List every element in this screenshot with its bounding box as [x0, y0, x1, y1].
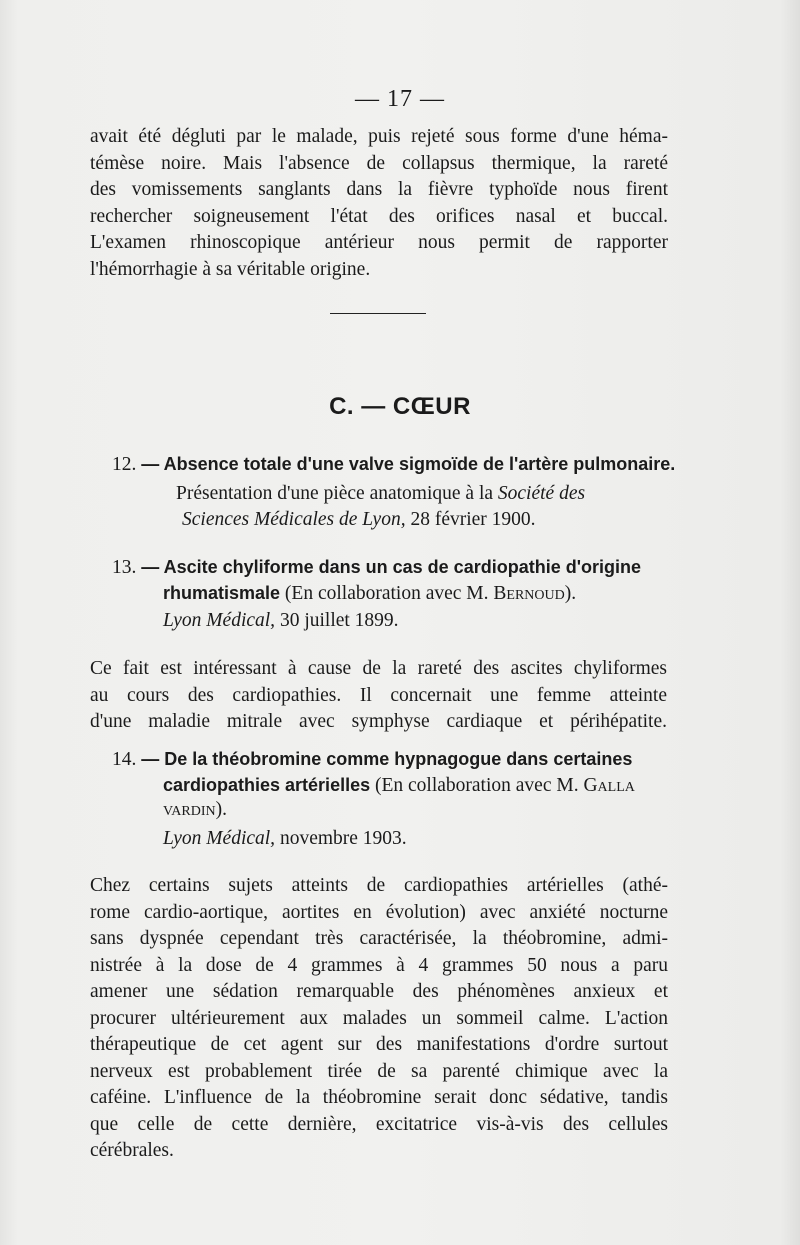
intro-line: rechercher soigneusement l'état des orifices nasal et buccal. [90, 205, 668, 227]
collaborator-name: Bernoud [493, 583, 565, 604]
entry-12-title [112, 451, 675, 478]
paragraph-line: caféine. L'influence de la théobromine serait donc sédative, tandis [90, 1087, 668, 1108]
entry-number: 12. [112, 454, 137, 475]
section-divider [330, 313, 426, 314]
entry-14-title-line1 [112, 746, 632, 773]
paragraph-line: Chez certains sujets atteints de cardiopathies artérielles (athé- [90, 875, 668, 896]
collaborator-name: vardin [163, 799, 216, 820]
paragraph-line: thérapeutique de cet agent sur des manifestations d'ordre surtout [90, 1034, 668, 1055]
intro-line: L'examen rhinoscopique antérieur nous permit de rapporter [90, 232, 668, 253]
intro-line: témèse noire. Mais l'absence de collapsus thermique, la rareté [90, 152, 668, 174]
paragraph-line: Ce fait est intéressant à cause de la rareté des ascites chyliformes [90, 658, 667, 679]
paragraph-line: que celle de cette dernière, excitatrice vis-à-vis des cellules [90, 1113, 668, 1135]
entry-13-source: Lyon Médical, 30 juillet 1899. [163, 610, 399, 631]
entry-number: 14. [112, 749, 137, 770]
collaborator-name: Galla [583, 775, 635, 796]
entry-title: — Absence totale d'une valve sigmoïde de l'artère pulmonaire. [141, 454, 676, 474]
intro-line: avait été dégluti par le malade, puis rejeté sous forme d'une héma- [90, 126, 668, 147]
entry-12-source-line2: Sciences Médicales de Lyon, 28 février 1900. [182, 509, 536, 530]
paragraph-line: au cours des cardiopathies. Il concernait une femme atteinte [90, 684, 667, 706]
entry-13-title-line2: rhumatismale (En collaboration avec M. Bernoud). [163, 583, 577, 604]
intro-line: l'hémorrhagie à sa véritable origine. [90, 258, 371, 280]
section-title: C. — CŒUR [329, 393, 471, 420]
entry-title: — De la théobromine comme hypnagogue dans certaines [141, 749, 633, 769]
entry-12-source-line1: Présentation d'une pièce anatomique à la Société des [176, 483, 586, 504]
paragraph-line: sans dyspnée cependant très caractérisée, la théobromine, admi- [90, 928, 668, 949]
paragraph-line: amener une sédation remarquable des phénomènes anxieux et [90, 981, 668, 1002]
paragraph-line: d'une maladie mitrale avec symphyse cardiaque et périhépatite. [90, 711, 667, 732]
intro-paragraph [90, 124, 668, 283]
page-number: — 17 — [355, 86, 445, 112]
entry-13-paragraph [90, 656, 667, 736]
entry-13-title-line1 [112, 554, 641, 581]
paragraph-line: nerveux est probablement tirée de sa parenté chimique avec la [90, 1060, 668, 1082]
paragraph-line: procurer ultérieurement aux malades un sommeil calme. L'action [90, 1007, 668, 1029]
paragraph-line: rome cardio-aortique, aortites en évolution) avec anxiété nocturne [90, 901, 668, 923]
paragraph-line: cérébrales. [90, 1140, 174, 1161]
paragraph-line: nistrée à la dose de 4 grammes à 4 grammes 50 nous a paru [90, 954, 668, 976]
entry-title: — Ascite chyliforme dans un cas de cardiopathie d'origine [141, 557, 641, 577]
entry-14-title-line3: vardin). [163, 799, 228, 820]
entry-number: 13. [112, 557, 137, 578]
entry-14-source: Lyon Médical, novembre 1903. [163, 828, 407, 849]
entry-14-title-line2: cardiopathies artérielles (En collaboration avec M. Galla [163, 775, 635, 796]
intro-line: des vomissements sanglants dans la fièvre typhoïde nous firent [90, 179, 668, 200]
entry-14-paragraph [90, 873, 668, 1165]
